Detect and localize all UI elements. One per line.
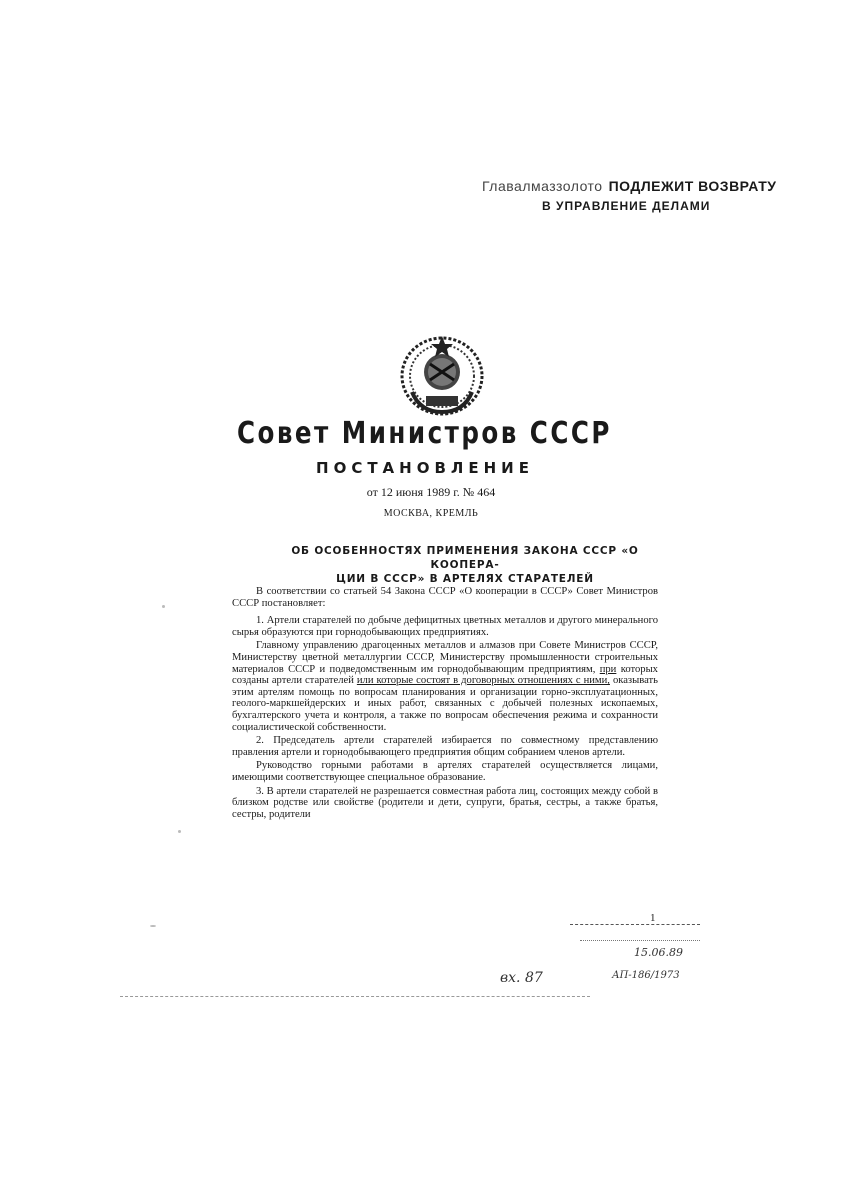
document-body xyxy=(232,586,658,822)
clause-1-support-a: Главному управлению драгоценных металлов и алмазов при Совете Министров СССР, Министерству цветной металлургии СССР, Министерству промышленности строительных материалов СССР и подведомственным им горнодобывающим предприятиям, xyxy=(232,640,658,675)
scan-artifact-line xyxy=(120,996,590,997)
page-number: 1 xyxy=(650,912,656,924)
clause-2: 2. Председатель артели старателей избирается по совместному представлению правления артели и горнодобывающего предприятия общим собранием членов артели. xyxy=(232,735,658,758)
registration-stamp xyxy=(500,912,710,992)
intro-paragraph: В соответствии со статьей 54 Закона СССР «О кооперации в СССР» Совет Министров СССР постановляет: xyxy=(232,586,658,609)
clause-1: 1. Артели старателей по добыче дефицитных цветных металлов и другого минерального сырья образуются при горнодобывающих предприятиях. xyxy=(232,615,658,638)
incoming-number: вх. 87 xyxy=(500,970,543,986)
document-title xyxy=(260,544,670,586)
clause-1-support-c: оказывать этим артелям помощь по вопросам планирования и организации горно-эксплуатационных, геолого-маркшейдерских и иных работ, связанных с добычей полезных ископаемых, бухгалтерского учета и контроля, а также по вопросам обеспечения режима и сохранности социалистической собственности. xyxy=(232,675,658,733)
stamp-destination: В УПРАВЛЕНИЕ ДЕЛАМИ xyxy=(542,199,711,213)
stamp-return-label: ПОДЛЕЖИТ ВОЗВРАТУ xyxy=(608,178,777,194)
decree-date-number: от 12 июня 1989 г. № 464 xyxy=(366,485,496,499)
clause-1-support xyxy=(232,640,658,733)
stamp-rule xyxy=(580,940,700,941)
return-stamp xyxy=(482,178,776,214)
title-line-1: ОБ ОСОБЕННОСТЯХ ПРИМЕНЕНИЯ ЗАКОНА СССР «О КООПЕРА- xyxy=(291,545,639,571)
clause-2-management: Руководство горными работами в артелях старателей осуществляется лицами, имеющими соответствующее специальное образование. xyxy=(232,760,658,783)
issuing-body-title: Совет Министров СССР xyxy=(236,416,612,451)
registration-date: 15.06.89 xyxy=(634,946,683,959)
stamp-department: Главалмаззолото xyxy=(482,178,603,194)
scan-speck xyxy=(178,830,181,833)
underlined-contract-relations: или которые состоят в договорных отношениях с ними, xyxy=(356,675,610,687)
issue-place: МОСКВА, КРЕМЛЬ xyxy=(383,508,479,519)
stamp-rule xyxy=(570,924,700,925)
scan-speck xyxy=(150,925,156,927)
document-type: ПОСТАНОВЛЕНИЕ xyxy=(316,459,534,477)
reference-code: АП-186/1973 xyxy=(612,970,680,981)
clause-3: 3. В артели старателей не разрешается совместная работа лиц, состоящих между собой в близком родстве или свойстве (родители и дети, супруги, братья, сестры, а также братья, сестры, родители xyxy=(232,785,658,820)
underlined-at: при xyxy=(599,663,617,675)
clause-1-support-b: которых созданы артели старателей xyxy=(232,663,658,687)
scan-speck xyxy=(162,605,165,608)
title-line-2: ЦИИ В СССР» В АРТЕЛЯХ СТАРАТЕЛЕЙ xyxy=(336,573,594,585)
ussr-emblem-icon xyxy=(400,332,484,416)
